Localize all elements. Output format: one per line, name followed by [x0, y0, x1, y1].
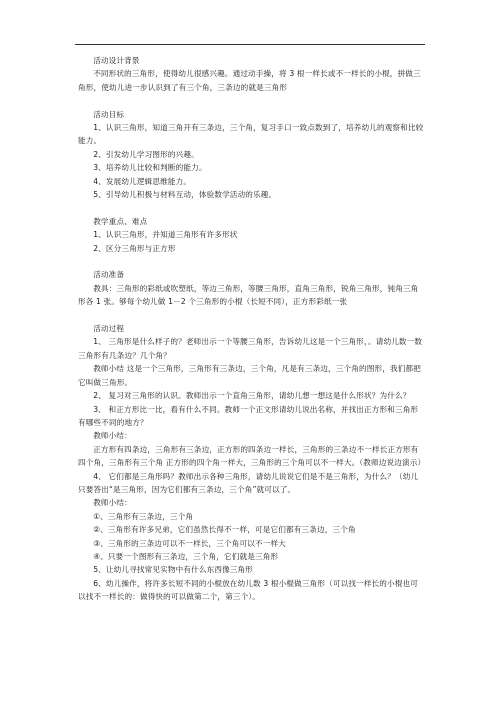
list-item: 1、认识三角形，并知道三角形有许多形状 [93, 230, 238, 240]
paragraph: 2、 复习对三角形的认识。教师出示一个直角三角形，请幼儿想一想这是什么形状？为什么？ [93, 391, 411, 401]
paragraph: 不同形状的三角形，使得幼儿很感兴趣。通过动手操，将 3 根一样长或不一样长的小棍，拼做三角形，使幼儿进一步认识到了有三个角，三条边的就是三角形 [78, 69, 421, 92]
paragraph: 教师小结 这是一个三角形，三角形有三条边，三个角，凡是有三条边，三个角的图形，我们都把它叫做三角形。 [78, 364, 421, 387]
paragraph: 3、 和正方形比一比，看有什么不同。教师一个正文形请幼儿说出名称，并找出正方形和三角形有哪些不同的地方？ [78, 404, 419, 427]
document-body [78, 54, 424, 604]
list-item: 1、认识三角形，知道三角开有三条边，三个角，复习手口一致点数到了，培养幼儿的观察和比较能力。 [78, 123, 424, 146]
section-heading-preparation: 活动准备 [93, 270, 125, 280]
list-item: 2、引发幼儿学习图形的兴趣。 [93, 149, 199, 159]
section-heading-key-points: 教学重点、难点 [93, 216, 148, 226]
paragraph: 6、幼儿操作，将许多长短不同的小棍放在幼儿数 3 根小棍做三角形（可以找一样长的小棍也可以找不一样长的：做得快的可以做第二个，第三个）。 [78, 578, 419, 602]
paragraph: 教师小结： [93, 431, 132, 441]
list-item: ④、只要一个图形有三条边，三个角，它们就是三角形 [93, 551, 279, 561]
list-item: 3、培养幼儿比较和判断的能力。 [93, 163, 207, 173]
list-item: ③、三角形的三条边可以不一样长，三个角可以不一样大 [93, 538, 286, 548]
list-item: ①、三角形有三条边，三个角 [93, 511, 194, 521]
section-heading-process: 活动过程 [93, 324, 125, 334]
section-heading-goals: 活动目标 [93, 109, 125, 119]
list-item: ②、三角形有许多兄弟，它们虽然长得不一样，可是它们都有三条边，三个角 [93, 525, 356, 535]
paragraph: 5、让幼儿寻找常见实物中有什么东西像三角形 [93, 565, 254, 575]
paragraph: 教师小结： [93, 498, 132, 508]
paragraph: 1、 三角形是什么样子的？老师出示一个等腰三角形，告诉幼儿这是一个三角形，。请幼儿数一数三角形有几条边？几个角？ [78, 337, 423, 360]
list-item: 4、发展幼儿逻辑思维能力。 [93, 176, 192, 186]
header-rule [75, 44, 425, 45]
list-item: 5、引导幼儿积极与材料互动，体验数学活动的乐趣。 [93, 190, 277, 200]
section-heading-background: 活动设计背景 [93, 56, 140, 65]
paragraph: 4、 它们都是三角形吗？教师出示各种三角形，请幼儿说说它们是不是三角形，为什么？（幼儿只要答出“是三角形，因为它们都有三条边，三个角”就可以了。 [78, 471, 419, 494]
list-item: 2、区分三角形与正方形 [93, 243, 176, 253]
paragraph: 正方形有四条边，三角形有三条边，正方形的四条边一样长，三角形的三条边不一样长正方形有四个角，三角形有三个角 正方形的四个角一样大，三角形的三个角可以不一样大。（教师边说边演示） [78, 444, 426, 468]
paragraph: 教具：三角形的彩纸或吹塑纸，等边三角形，等腰三角形，直角三角形，锐角三角形，钝角三角形各 1 张。够每个幼儿做 1－2 个三角形的小棍（长短不同），正方形彩纸一张 [78, 283, 419, 307]
